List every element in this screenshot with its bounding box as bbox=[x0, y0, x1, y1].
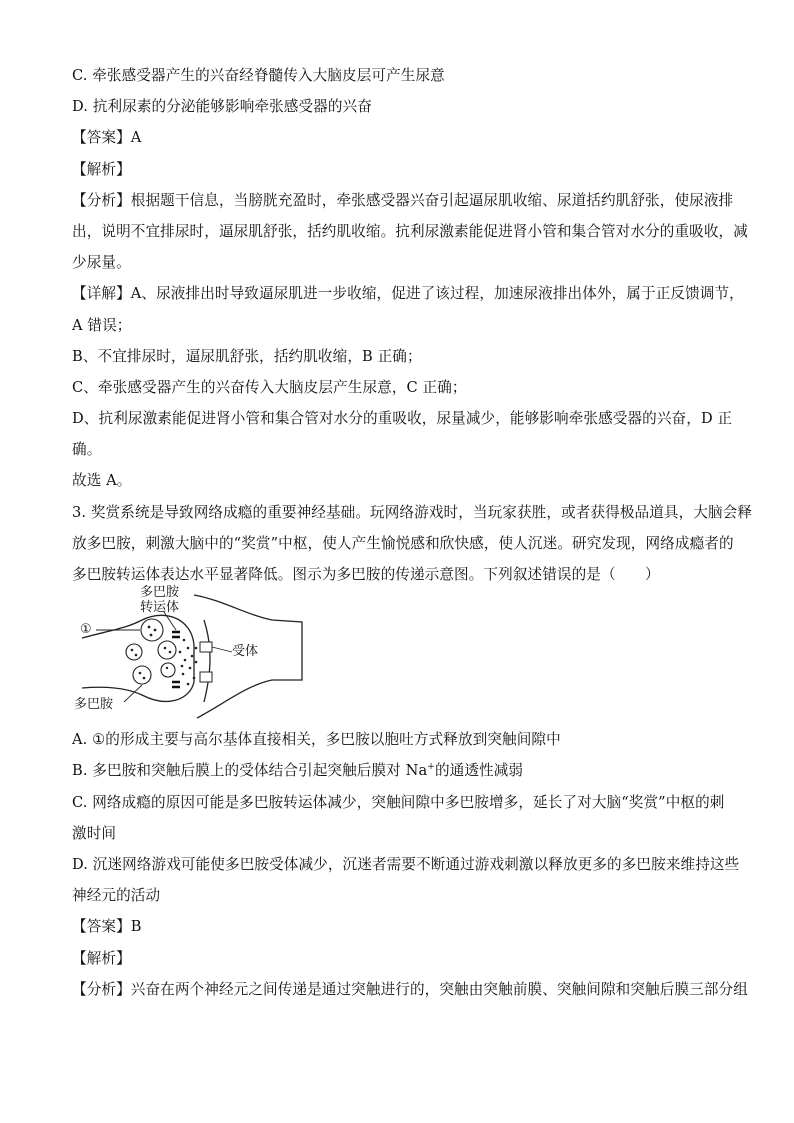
q3-option-c: 激时间 bbox=[72, 824, 117, 842]
q3-stem-line: 多巴胺转运体表达水平显著降低。图示为多巴胺的传递示意图。下列叙述错误的是（ ） bbox=[72, 566, 660, 583]
figure-label-transporter: 多巴胺 bbox=[140, 585, 180, 601]
q2-detail-b: B、不宜排尿时，逼尿肌舒张，括约肌收缩，B 正确； bbox=[72, 347, 422, 365]
q3-option-d: 神经元的活动 bbox=[72, 887, 161, 905]
q2-conclusion: 故选 A。 bbox=[72, 472, 132, 490]
q2-detail-c: C、牵张感受器产生的兴奋传入大脑皮层产生尿意，C 正确； bbox=[72, 378, 467, 396]
q3-stem-line: 3. 奖赏系统是导致网络成瘾的重要神经基础。玩网络游戏时，当玩家获胜，或者获得极品道具，大脑会释 bbox=[72, 503, 753, 521]
q3-analysis-line: 【分析】兴奋在两个神经元之间传递是通过突触进行的，突触由突触前膜、突触间隙和突触后膜三部分组 bbox=[72, 980, 748, 998]
q3-analysis-label: 【解析】 bbox=[72, 949, 131, 967]
q2-analysis-label: 【解析】 bbox=[72, 160, 131, 178]
q2-detail-d: D、抗利尿激素能促进肾小管和集合管对水分的重吸收，尿量减少，能够影响牵张感受器的兴奋，D 正 bbox=[72, 410, 733, 428]
q3-option-b-sup: + bbox=[427, 762, 435, 773]
q2-detail-line: A 错误； bbox=[72, 316, 132, 334]
q3-answer: 【答案】B bbox=[72, 918, 142, 936]
figure-label-circle-1: ① bbox=[80, 622, 92, 638]
q2-option-d: D. 抗利尿素的分泌能够影响牵张感受器的兴奋 bbox=[72, 98, 372, 116]
q3-option-b-pre: B. 多巴胺和突触后膜上的受体结合引起突触后膜对 Na bbox=[72, 762, 428, 780]
q2-option-c: C. 牵张感受器产生的兴奋经脊髓传入大脑皮层可产生尿意 bbox=[72, 67, 445, 84]
figure-label-receptor: 受体 bbox=[232, 644, 259, 660]
q3-option-d: D. 沉迷网络游戏可能使多巴胺受体减少，沉迷者需要不断通过游戏刺激以释放更多的多巴胺来维持这些 bbox=[72, 855, 740, 873]
q3-option-c: C. 网络成瘾的原因可能是多巴胺转运体减少，突触间隙中多巴胺增多，延长了对大脑“奖赏”中枢的刺 bbox=[72, 793, 725, 811]
figure-label-dopamine: 多巴胺 bbox=[74, 697, 114, 713]
q3-option-b-post: 的通透性减弱 bbox=[434, 762, 524, 780]
synapse-diagram bbox=[72, 585, 312, 720]
q3-option-a: A. ①的形成主要与高尔基体直接相关，多巴胺以胞吐方式释放到突触间隙中 bbox=[72, 731, 561, 749]
q3-option-b bbox=[72, 755, 732, 786]
q2-analysis-line: 少尿量。 bbox=[72, 254, 131, 272]
document-page bbox=[72, 60, 753, 1005]
q3-stem-line: 放多巴胺，刺激大脑中的“奖赏”中枢，使人产生愉悦感和欣快感，使人沉迷。研究发现，网络成瘾者的 bbox=[72, 534, 734, 552]
q2-detail-line: 【详解】A、尿液排出时导致逼尿肌进一步收缩，促进了该过程，加速尿液排出体外，属于正反馈调节， bbox=[72, 285, 744, 303]
q2-detail-d: 确。 bbox=[72, 441, 102, 459]
q2-analysis-line: 出，说明不宜排尿时，逼尿肌舒张，括约肌收缩。抗利尿激素能促进肾小管和集合管对水分的重吸收，减 bbox=[72, 222, 748, 240]
q2-analysis-line: 【分析】根据题干信息，当膀胱充盈时，牵张感受器兴奋引起逼尿肌收缩、尿道括约肌舒张，使尿液排 bbox=[72, 191, 734, 209]
q2-answer: 【答案】A bbox=[72, 129, 142, 147]
figure-label-transporter: 转运体 bbox=[140, 600, 180, 616]
